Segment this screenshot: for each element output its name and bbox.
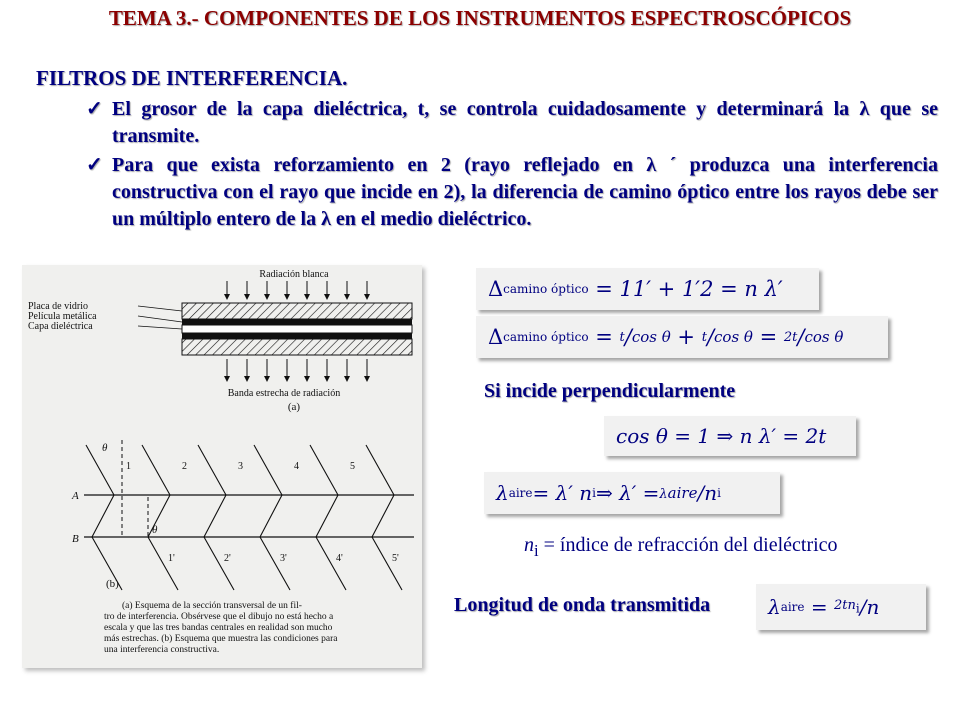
bullet-1-text: El grosor de la capa dieléctrica, t, se controla cuidadosamente y determinará la λ que se transmite. — [112, 98, 938, 147]
delta-symbol: Δ — [488, 277, 504, 301]
ray-number-2p: 2' — [224, 553, 231, 564]
ray-number-5: 5 — [350, 461, 355, 472]
checkmark-icon: ✓ — [86, 154, 103, 176]
lambda-symbol: λ — [768, 595, 781, 619]
frac3-num: 2t — [783, 329, 798, 345]
n-sub-i: i — [592, 486, 596, 500]
caption-line-5: una interferencia constructiva. — [104, 645, 220, 655]
frac-den-n: n — [704, 481, 718, 505]
delta-subscript: camino óptico — [503, 330, 589, 344]
eq4-mid: = λ′ n — [532, 481, 593, 505]
frac2-num: t — [701, 329, 707, 345]
fig-b-tag: (b) — [106, 578, 119, 590]
normal-dashed-lines — [122, 440, 148, 537]
metal-film-label: Película metálica — [28, 311, 97, 322]
metal-film-top — [182, 319, 412, 325]
lambda-symbol: λ — [496, 481, 509, 505]
transmitted-arrows — [227, 359, 367, 381]
line-a-label: A — [72, 490, 79, 502]
metal-film-bottom — [182, 333, 412, 339]
glass-plate-label: Placa de vidrio — [28, 301, 88, 312]
frac1-den: cos θ — [631, 328, 671, 346]
glass-plate-bottom — [182, 339, 412, 355]
ray-number-3: 3 — [238, 461, 243, 472]
fig-a-top-label: Radiación blanca — [259, 269, 329, 280]
ni-text: = índice de refracción del dieléctrico — [538, 534, 838, 556]
eq1-rhs: = 11′ + 1′2 = n λ′ — [595, 277, 783, 301]
frac3-den: cos θ — [804, 328, 844, 346]
ni-definition — [524, 534, 838, 561]
ray-number-4: 4 — [294, 461, 299, 472]
transmitted-wavelength-label: Longitud de onda transmitida — [454, 594, 711, 616]
frac2-den: cos θ — [714, 328, 753, 346]
equation-normal-incidence — [604, 416, 856, 456]
delta-symbol: Δ — [488, 325, 504, 349]
ni-subscript: i — [534, 541, 539, 560]
dielectric-label: Capa dieléctrica — [28, 321, 93, 332]
lambda-sub-air: aire — [780, 600, 805, 614]
eq3-text: cos θ = 1 ⇒ n λ′ = 2t — [616, 424, 827, 448]
frac-den: n — [866, 595, 880, 619]
glass-plate-top — [182, 303, 412, 319]
incident-arrows — [227, 281, 367, 299]
section-heading: FILTROS DE INTERFERENCIA. — [36, 66, 348, 90]
frac-num-sub: aire — [667, 484, 698, 502]
caption-line-4: más estrechas. (b) Esquema que muestra las condiciones para — [104, 634, 338, 644]
ray-number-1p: 1' — [168, 553, 175, 564]
caption-line-2: tro de interferencia. Obsérvese que el dibujo no está hecho a — [104, 612, 334, 622]
frac-den-sub: i — [717, 486, 721, 500]
ray-number-5p: 5' — [392, 553, 399, 564]
frac-num: 2tn — [834, 598, 856, 614]
frac-num-sub: i — [855, 601, 860, 616]
equation-path-difference-thickness: Δ camino óptico = t / cos θ + t / cos θ = 2t / cos θ — [476, 316, 888, 358]
ray-number-2: 2 — [182, 461, 187, 472]
interference-filter-figure — [22, 265, 422, 668]
equation-transmitted-wavelength: λ aire = $2tn_i$ / n — [756, 584, 926, 630]
fig-a-tag: (a) — [287, 401, 301, 413]
fig-a-bottom-label: Banda estrecha de radiación — [227, 388, 341, 399]
bullet-1 — [86, 96, 938, 150]
frac1-num: t — [619, 329, 625, 345]
theta-label-top: θ — [102, 442, 108, 454]
equation-path-difference — [476, 268, 819, 310]
ray-number-1: 1 — [126, 461, 131, 472]
line-b-label: B — [72, 533, 79, 545]
equation-wavelength-air: λ aire = λ′ n i ⇒ λ′ = λaire / n i — [484, 472, 780, 514]
bullet-2 — [86, 152, 938, 233]
caption-line-3: escala y que las tres bandas centrales en realidad son mucho — [104, 623, 333, 633]
checkmark-icon: ✓ — [86, 98, 103, 120]
frac-num-lambda: λ — [659, 487, 668, 502]
ray-number-3p: 3' — [280, 553, 287, 564]
perpendicular-label: Si incide perpendicularmente — [484, 380, 736, 402]
eq4-arrow: ⇒ λ′ = — [595, 481, 660, 505]
bullet-2-text: Para que exista reforzamiento en 2 (rayo reflejado en λ ´ produzca una interferencia constructiva con el rayo que incide en 2), la diferencia de camino óptico entre los rayos debe ser un múltiplo entero de la λ en el medio dieléctrico. — [112, 154, 938, 230]
delta-subscript: camino óptico — [503, 282, 589, 296]
lambda-sub-air: aire — [508, 486, 533, 500]
caption-line-1: (a) Esquema de la sección transversal de un fil- — [122, 601, 302, 611]
figure-caption — [104, 600, 338, 655]
slide-title: TEMA 3.- COMPONENTES DE LOS INSTRUMENTOS ESPECTROSCÓPICOS — [108, 6, 852, 30]
dielectric-layer — [182, 325, 412, 333]
ray-number-4p: 4' — [336, 553, 343, 564]
ni-symbol: n — [524, 534, 534, 556]
theta-label-bottom: θ — [152, 524, 158, 536]
filter-diagram — [22, 265, 422, 668]
